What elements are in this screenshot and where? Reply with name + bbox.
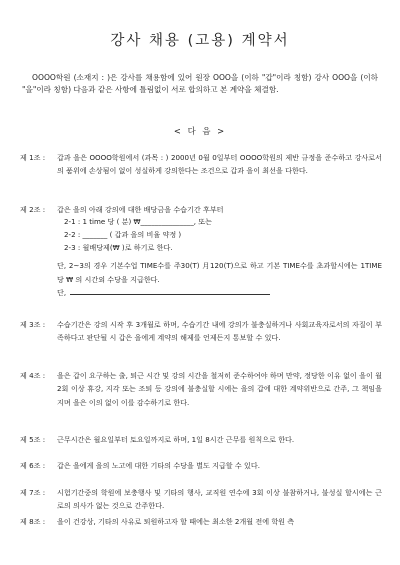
clause-text: 을은 갑이 요구하는 출, 퇴근 시간 및 강의 시간을 철저히 준수하여야 하며 만약, 정당한 이유 없이 을이 월 2회 이상 휴강, 지각 또는 조퇴 등 강의에 불충실할 시에는 을의 갑에 대한 계약위반으로 간주, 그 책임을 지며 을은 이의 없이 이를 감수하기로 한다. — [57, 371, 382, 407]
clause-label: 제 4조 : — [20, 371, 46, 380]
clause-label: 제 2조 : — [20, 205, 46, 214]
clause-8 — [20, 515, 382, 528]
subheading: < 다 음 > — [173, 126, 227, 136]
clause-text: 갑은 을에게 을의 노고에 대한 기타의 수당을 별도 지급할 수 있다. — [57, 461, 260, 470]
intro-paragraph: OOOO학원 (소재지 : )은 강사를 채용함에 있어 원장 OOO을 (이하 "갑"이라 칭함) 강사 OOO을 (이하 "을"이라 칭함) 다음과 같은 사항에 틀림없이 서로 합의하고 본 계약을 체결함. — [22, 73, 378, 95]
clause-3 — [20, 318, 382, 345]
clause-text: 갑과 을은 OOOO학원에서 (과목 : ) 2000년 0월 0일부터 OOOO학원의 제반 규정을 준수하고 강사로서의 품위에 손상됨이 없이 성실하게 강의한다는 조건으로 갑과 을이 최선을 다한다. — [57, 153, 382, 176]
clause-label: 제 8조 : — [20, 517, 46, 526]
clause-7 — [20, 486, 382, 513]
clause-text: 시험기간중의 학원에 보충행사 및 기타의 행사, 교직원 연수에 3회 이상 불참하거나, 불성실 할시에는 근로의 의사가 없는 것으로 간주한다. — [57, 488, 382, 511]
clause-note-block — [57, 259, 382, 299]
clause-note-tail — [57, 286, 382, 299]
clause-text: 근무시간은 월요일부터 토요일까지로 하며, 1일 8시간 근무를 원칙으로 한다. — [57, 435, 295, 444]
clause-1 — [20, 151, 382, 178]
clause-note: 단, 2~3의 경우 기본수업 TIME수를 주30(T) 月120(T)으로 하고 기본 TIME수를 초과할시에는 1TIME당 ₩ 의 시간외 수당을 지급한다. — [57, 261, 382, 284]
clause-item: 2-3 : 월배당제(₩ )로 하기로 한다. — [64, 242, 173, 252]
clause-4 — [20, 369, 382, 409]
clause-label: 제 6조 : — [20, 461, 46, 470]
clause-label: 제 7조 : — [20, 488, 46, 497]
clause-label: 제 1조 : — [20, 153, 46, 162]
clause-text: 을이 건강상, 기타의 사유로 퇴원하고자 할 때에는 최소한 2개월 전에 학원 측 — [57, 517, 295, 526]
clause-note-tail-label: 단, — [57, 288, 67, 297]
clause-5 — [20, 433, 382, 446]
clause-text: 수습기간은 강의 시작 후 3개월로 하며, 수습기간 내에 강의가 불충실하거나 사회교육자로서의 자질이 부족하다고 판단될 시 갑은 을에게 계약의 해제를 언제든지 통보할 수 있다. — [57, 320, 382, 343]
signature-line — [70, 286, 270, 295]
clause-item: 2-1 : 1 time 당 ( 분) ₩_______________, 또는 — [64, 217, 212, 227]
clause-label: 제 5조 : — [20, 435, 46, 444]
page-title: 강사 채용 (고용) 계약서 — [110, 33, 290, 49]
clause-label: 제 3조 : — [20, 320, 46, 329]
clause-6 — [20, 459, 382, 472]
clause-2 — [20, 203, 382, 299]
clause-item: 2-2 : _______ ( 갑과 을의 비율 약정 ) — [64, 230, 182, 239]
clause-text: 갑은 을의 아래 강의에 대한 배당금을 수습기간 후부터 — [57, 205, 224, 214]
